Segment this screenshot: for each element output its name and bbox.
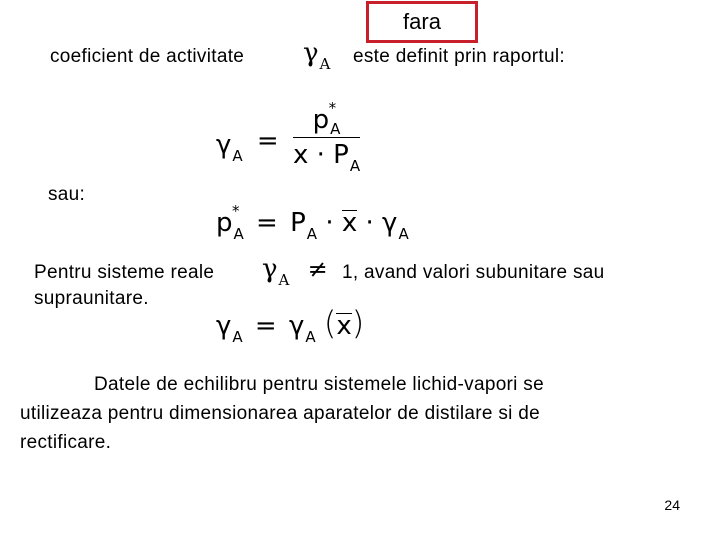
- gamma-symbol-neq: $\gamma_A$ ≠: [262, 254, 328, 289]
- paragraph-line2: utilizeaza pentru dimensionarea aparatelor de distilare si de: [20, 403, 540, 424]
- callout-text: fara: [403, 9, 441, 34]
- paragraph-line1: Datele de echilibru pentru sistemele lichid-vapori se: [94, 374, 544, 395]
- page-number: 24: [664, 497, 680, 513]
- eq1-denominator: $x \cdot P_A$: [292, 140, 361, 175]
- callout-box: [366, 1, 478, 43]
- equation-1: [216, 99, 361, 178]
- paragraph-line3: rectificare.: [20, 432, 112, 453]
- equation-2: p * $_A = P_A \cdot x \cdot \gamma_A$: [216, 202, 409, 243]
- pentru-line2: supraunitare.: [34, 288, 149, 309]
- eq1-equals: =: [256, 126, 279, 156]
- line1-before: coeficient de activitate: [50, 46, 245, 67]
- eq1-lhs: $\gamma_A$: [216, 130, 243, 165]
- eq1-fraction: [292, 99, 361, 175]
- eq1-numerator: p * $_A$: [293, 105, 360, 138]
- gamma-symbol-inline: $\gamma_A$: [303, 38, 331, 73]
- sau-label: sau:: [48, 184, 86, 205]
- equation-3: $\gamma_A = \gamma_A$ (x): [216, 304, 365, 346]
- pentru-before: Pentru sisteme reale: [34, 262, 215, 283]
- line1-after: este definit prin raportul:: [353, 46, 565, 67]
- pentru-after: 1, avand valori subunitare sau: [342, 262, 605, 283]
